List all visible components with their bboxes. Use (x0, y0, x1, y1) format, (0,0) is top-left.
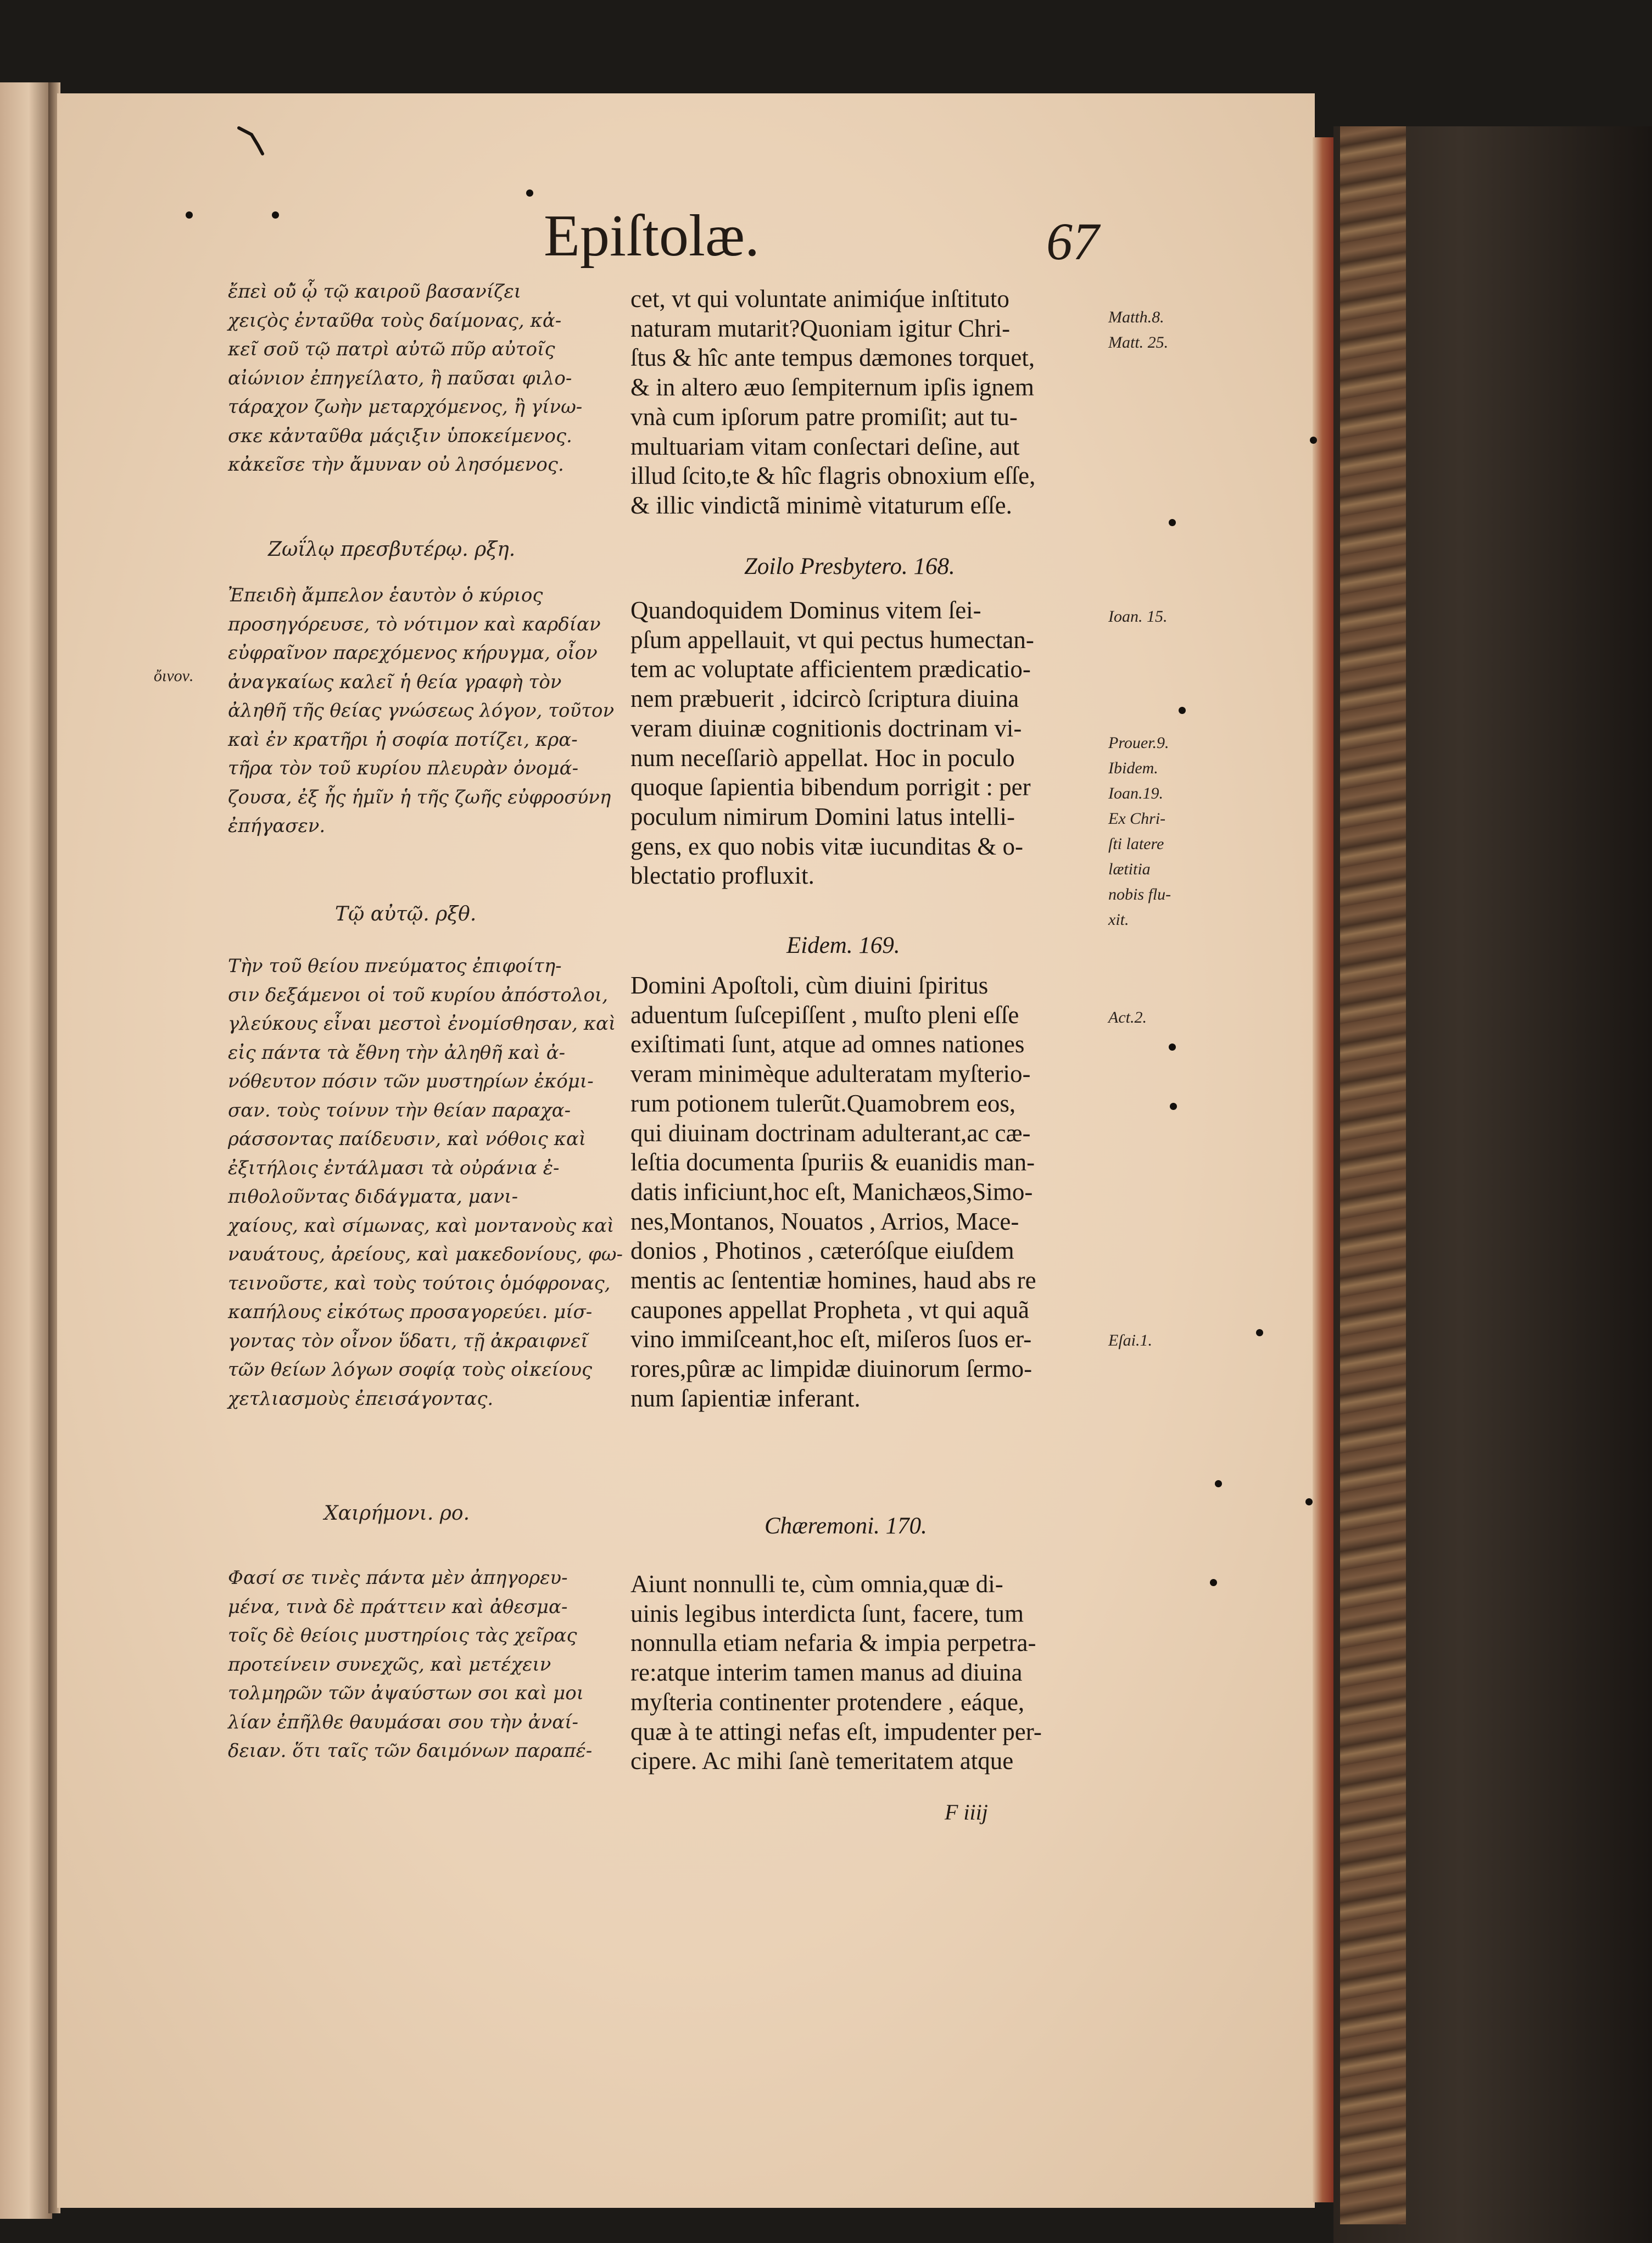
greek-heading: Χαιρήμονι. ρο. (324, 1502, 470, 1525)
latin-line: caupones appellat Propheta , vt qui aquã (630, 1296, 1030, 1324)
greek-line: αἰώνιον ἐπηγείλατο, ἢ παῦσαι φιλο- (228, 367, 572, 389)
greek-line: ἔπεὶ οὐ̃ ᾧ τῷ καιροῦ βασανίζει (228, 281, 522, 303)
greek-line: σιν δεξάμενοι οἱ τοῦ κυρίου ἀπόστολοι, (228, 984, 609, 1006)
latin-heading: Zoilo Presbytero. 168. (744, 554, 955, 579)
latin-line: tem ac voluptate afficientem prædicatio- (630, 655, 1031, 683)
ink-speck (272, 211, 279, 219)
greek-text-block (228, 277, 612, 479)
greek-line: εὐφραῖνον παρεχόμενος κήρυγμα, οἶον (228, 642, 598, 664)
latin-line: nes,Montanos, Nouatos , Arrios, Mace- (630, 1207, 1019, 1235)
ink-speck (1169, 1044, 1176, 1051)
greek-line: σκε κἀνταῦθα μάςιξιν ὑποκείμενος. (228, 425, 572, 447)
greek-line: καὶ ἐν κρατῆρι ἡ σοφία ποτίζει, κρα- (228, 728, 578, 751)
latin-line: cipere. Ac mihi ſanè temeritatem atque (630, 1747, 1014, 1775)
latin-line: mentis ac ſententiæ homines, haud abs re (630, 1266, 1036, 1295)
latin-line: uinis legibus interdicta ſunt, facere, tum (630, 1599, 1024, 1627)
latin-line: vino immiſceant,hoc eſt, miſeros ſuos er- (630, 1325, 1032, 1353)
latin-line: gens, ex quo nobis vitæ iucunditas & o- (630, 832, 1023, 860)
greek-line: ἐξιτήλοις ἐντάλμασι τὰ οὐράνια ἐ- (228, 1157, 560, 1179)
latin-line: datis inficiunt,hoc eſt, Manichæos,Simo- (630, 1178, 1033, 1206)
latin-line: vnà cum ipſorum patre promiſit; aut tu- (630, 403, 1018, 431)
greek-line: τοῖς δὲ θείοις μυστηρίοις τὰς χεῖρας (228, 1625, 577, 1647)
latin-line: poculum nimirum Domini latus intelli- (630, 802, 1015, 830)
latin-line: quoque ſapientia bibendum porrigit : per (630, 773, 1031, 801)
greek-heading: Ζωΐλῳ πρεσβυτέρῳ. ρξη. (268, 538, 516, 561)
greek-line: κἀκεῖσε τὴν ἄμυναν οὐ λησόμενος. (228, 454, 564, 476)
latin-line: nem præbuerit , idcircò ſcriptura diuina (630, 685, 1019, 713)
ink-speck (1169, 519, 1176, 526)
latin-text-block (630, 971, 1103, 1414)
greek-line: Ἐπειδὴ ἄμπελον ἑαυτὸν ὁ κύριος (228, 584, 543, 606)
latin-line: donios , Photinos , cæteróſque eiuſdem (630, 1237, 1014, 1265)
ink-speck (1215, 1480, 1222, 1487)
greek-line: χετλιασμοὺς ἐπεισάγοντας. (228, 1387, 494, 1410)
latin-line: & illic vindictã minimè vitaturum eſſe. (630, 491, 1012, 519)
greek-line: τεινοῦστε, καὶ τοὺς τούτοις ὁμόφρονας, (228, 1272, 611, 1295)
latin-text-block (630, 1570, 1103, 1776)
latin-line: num neceſſariò appellat. Hoc in poculo (630, 744, 1015, 772)
latin-line: illud ſcito,te & hîc flagris obnoxium eſſe, (630, 462, 1036, 490)
ink-speck (1170, 1103, 1177, 1110)
greek-line: καπήλους εἰκότως προσαγορεύει. μίσ- (228, 1301, 593, 1323)
latin-line: myſteria continenter protendere , eáque, (630, 1688, 1025, 1716)
greek-line: σαν. τοὺς τοίνυν τὴν θείαν παραχα- (228, 1099, 571, 1122)
latin-line: multuariam vitam conſectari deſine, aut (630, 432, 1020, 460)
greek-text-block (228, 581, 615, 841)
greek-text-block (228, 952, 623, 1413)
latin-line: exiſtimati ſunt, atque ad omnes nationes (630, 1030, 1025, 1058)
page-edge-red (1313, 137, 1335, 2202)
latin-line: leſtia documenta ſpuriis & euanidis man- (630, 1148, 1035, 1176)
margin-note: Matth.8. Matt. 25. (1108, 308, 1169, 351)
greek-line: μένα, τινὰ δὲ πράττειν καὶ ἀθεσμα- (228, 1595, 568, 1618)
latin-line: num ſapientiæ inferant. (630, 1384, 861, 1412)
latin-line: veram minimèque adulteratam myſterio- (630, 1060, 1031, 1088)
greek-line: τῶν θείων λόγων σοφίᾳ τοὺς οἰκείους (228, 1359, 593, 1381)
facing-page-edge (0, 82, 52, 2219)
margin-note: ὄινον. (154, 667, 194, 685)
ink-mark (236, 124, 275, 157)
ink-speck (1256, 1329, 1263, 1336)
ink-speck (1210, 1579, 1217, 1586)
greek-heading: Τῷ αὐτῷ. ρξθ. (335, 903, 477, 925)
greek-line: λίαν ἐπῆλθε θαυμάσαι σου τὴν ἀναί- (228, 1711, 579, 1733)
marbled-cover-edge (1340, 126, 1406, 2224)
greek-line: γλεύκους εἶναι μεστοὶ ἐνομίσθησαν, καὶ (228, 1013, 616, 1035)
latin-line: qui diuinam doctrinam adulterant,ac cæ- (630, 1119, 1031, 1147)
greek-line: πιθολοῦντας διδάγματα, μανι- (228, 1186, 518, 1208)
greek-line: τολμηρῶν τῶν ἀψαύστων σοι καὶ μοι (228, 1682, 584, 1704)
latin-line: quæ à te attingi nefas eſt, impudenter per- (630, 1717, 1042, 1745)
latin-line: nonnulla etiam nefaria & impia perpetra- (630, 1629, 1036, 1657)
greek-line: ἀληθῆ τῆς θείας γνώσεως λόγον, τοῦτον (228, 700, 615, 722)
latin-line: Aiunt nonnulli te, cùm omnia,quæ di- (630, 1570, 1003, 1598)
greek-line: ἐπήγασεν. (228, 815, 326, 837)
latin-line: Domini Apoſtoli, cùm diuini ſpiritus (630, 972, 989, 999)
latin-heading: Eidem. 169. (786, 933, 900, 958)
ink-speck (1310, 437, 1317, 444)
latin-line: aduentum ſuſcepiſſent , muſto pleni eſſe (630, 1001, 1019, 1029)
greek-line: χαίους, καὶ σίμωνας, καὶ μοντανοὺς καὶ (228, 1214, 615, 1237)
latin-line: naturam mutarit?Quoniam igitur Chri- (630, 314, 1011, 342)
greek-line: ναυάτους, ἀρείους, καὶ μακεδονίους, φω- (228, 1243, 623, 1265)
greek-line: τάραχον ζωὴν μεταρχόμενος, ἢ γίνω- (228, 396, 583, 418)
latin-line: Quandoquidem Dominus vitem ſei- (630, 596, 981, 624)
latin-line: veram diuinæ cognitionis doctrinam vi- (630, 714, 1022, 742)
page-number: 67 (1046, 212, 1099, 271)
greek-line: δειαν. ὅτι ταῖς τῶν δαιμόνων παραπέ- (228, 1740, 593, 1762)
greek-text-block (228, 1564, 612, 1766)
latin-line: rores,pûræ ac limpidæ diuinorum ſermo- (630, 1355, 1032, 1383)
ink-speck (1305, 1498, 1313, 1505)
latin-line: ſtus & hîc ante tempus dæmones torquet, (630, 344, 1035, 372)
greek-line: προτείνειν συνεχῶς, καὶ μετέχειν (228, 1653, 551, 1676)
ink-speck (526, 189, 533, 197)
signature-mark: F iiij (945, 1800, 988, 1824)
greek-line: προσηγόρευσε, τὸ νότιμον καὶ καρδίαν (228, 613, 601, 635)
ink-speck (1179, 707, 1186, 714)
latin-text-block (630, 596, 1103, 891)
greek-line: νόθευτον πόσιν τῶν μυστηρίων ἐκόμι- (228, 1070, 594, 1092)
margin-note: Act.2. (1108, 1008, 1147, 1026)
latin-text-block (630, 284, 1103, 521)
latin-line: re:atque interim tamen manus ad diuina (630, 1659, 1023, 1687)
running-header: Epiſtolæ. (544, 203, 760, 269)
ink-speck (186, 211, 193, 219)
latin-line: rum potionem tulerũt.Quamobrem eos, (630, 1089, 1016, 1117)
greek-line: γοντας τὸν οἶνον ὕδατι, τῇ ἀκραιφνεῖ (228, 1330, 588, 1352)
margin-note: Prouer.9. Ibidem. Ioan.19. Ex Chri- ſti latere lætitia nobis flu- xit. (1108, 734, 1171, 929)
greek-line: εἰς πάντα τὰ ἔθνη τὴν ἀληθῆ καὶ ἀ- (228, 1041, 566, 1064)
greek-line: τῆρα τὸν τοῦ κυρίου πλευρὰν ὀνομά- (228, 757, 579, 779)
greek-line: Τὴν τοῦ θείου πνεύματος ἐπιφοίτη- (228, 955, 562, 977)
latin-line: blectatio profluxit. (630, 862, 814, 890)
margin-note: Eſai.1. (1108, 1331, 1152, 1349)
greek-line: χειϛὸς ἐνταῦθα τοὺς δαίμονας, κἀ- (228, 309, 562, 332)
latin-heading: Chæremoni. 170. (764, 1513, 927, 1539)
latin-line: cet, vt qui voluntate animiq́ue inſtituto (630, 285, 1009, 313)
greek-line: ἀναγκαίως καλεῖ ἡ θεία γραφὴ τὸν (228, 671, 562, 693)
greek-line: ζουσα, ἐξ ἧς ἡμῖν ἡ τῆς ζωῆς εὐφροσύνη (228, 786, 611, 808)
latin-line: & in altero æuo ſempiternum ipſis ignem (630, 373, 1034, 401)
margin-note: Ioan. 15. (1108, 607, 1168, 626)
greek-line: κεῖ σοῦ τῷ πατρὶ αὐτῶ πῦρ αὐτοῖς (228, 338, 555, 360)
greek-line: Φασί σε τινὲς πάντα μὲν ἀπηγορευ- (228, 1567, 568, 1589)
greek-line: ράσσοντας παίδευσιν, καὶ νόθοις καὶ (228, 1128, 587, 1150)
latin-line: pſum appellauit, vt qui pectus humectan- (630, 626, 1034, 654)
